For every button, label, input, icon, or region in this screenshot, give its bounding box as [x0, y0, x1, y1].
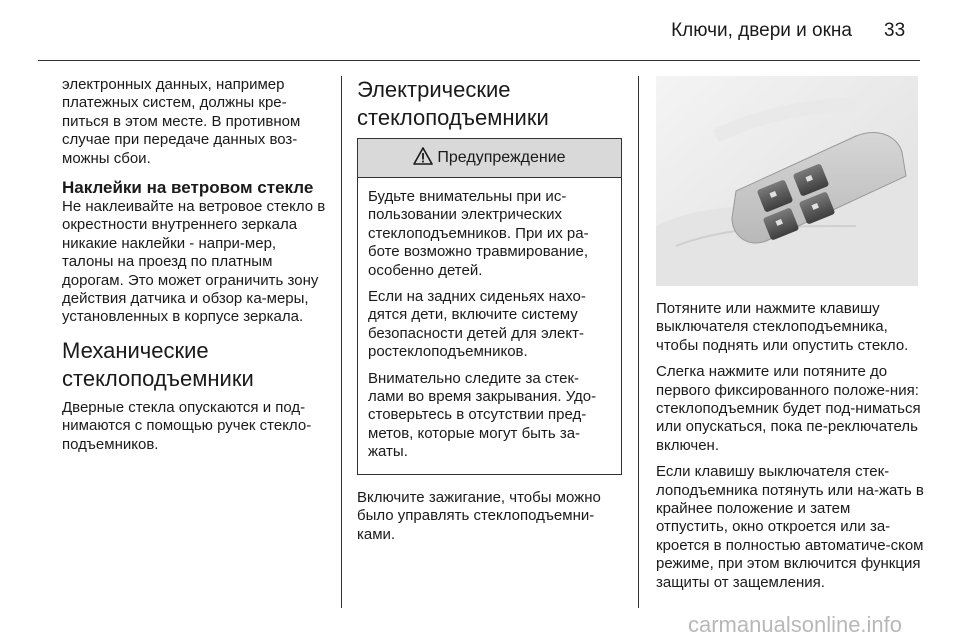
- warning-box: [357, 138, 622, 475]
- watermark: carmanualsonline.info: [688, 612, 903, 637]
- heading-mechanical-windows: Механические стеклоподъемники: [62, 337, 254, 391]
- paragraph-first-stop: Слегка нажмите или потяните до первого фиксированного положе-ния: стеклоподъемник будет под-ниматься или опускаться, пока пе-реключатель включен.: [656, 363, 921, 454]
- warning-paragraph-1: Будьте внимательны при ис-пользовании электрических стеклоподъемников. При их ра-боте возможно травмирование, особенно детей.: [368, 188, 589, 279]
- heading-windshield-stickers: Наклейки на ветровом стекле: [62, 178, 314, 198]
- column-divider-2: [638, 76, 639, 608]
- warning-title: Предупреждение: [437, 149, 566, 166]
- page-number: 33: [884, 20, 906, 41]
- paragraph-auto-mode: Если клавишу выключателя стек-лоподъемника потянуть или на-жать в крайнее положение и затем отпустить, окно откроется или за-кроется в полностью автоматиче-ском режиме, при этом включится функция защиты от защемления.: [656, 463, 924, 591]
- paragraph-pull-push: Потяните или нажмите клавишу выключателя стеклоподъемника, чтобы поднять или опустить стекло.: [656, 300, 909, 354]
- warning-header: [358, 139, 621, 178]
- warning-paragraph-3: Внимательно следите за стек-лами во время закрывания. Удо-стоверьтесь в отсутствии пред-метов, которые могут быть за-жаты.: [368, 369, 597, 461]
- warning-paragraph-2: Если на задних сиденьях нахо-дятся дети, включите систему безопасности детей для элект-ростеклоподъемников.: [368, 288, 586, 361]
- window-switch-panel-photo: [656, 76, 918, 286]
- header-rule: [38, 60, 920, 61]
- warning-triangle-icon: [413, 147, 433, 170]
- header-title: Ключи, двери и окна: [671, 20, 852, 41]
- page-header: [0, 0, 960, 60]
- heading-electric-windows: Электрические стеклоподъемники: [357, 77, 549, 130]
- paragraph-mechanical-windows: Дверные стекла опускаются и под-нимаются с помощью ручек стекло-подъемников.: [62, 398, 312, 453]
- column-2: [357, 76, 622, 552]
- column-divider-1: [341, 76, 342, 608]
- paragraph-ignition: Включите зажигание, чтобы можно было управлять стеклоподъемни-ками.: [357, 488, 601, 543]
- warning-body: [358, 178, 621, 474]
- paragraph-data-devices: электронных данных, например платежных систем, должны кре-питься в этом месте. В противном случае при передаче данных воз-можны сбои.: [62, 76, 301, 167]
- column-3: [656, 76, 926, 600]
- paragraph-windshield-stickers: Не наклеивайте на ветровое стекло в окрестности внутреннего зеркала никакие наклейки - напри-мер, талоны на проезд по платным дорогам. Это может ограничить зону действия датчика и обзор ка-меры, установленных в корпусе зеркала.: [62, 198, 326, 326]
- column-1: [62, 76, 326, 462]
